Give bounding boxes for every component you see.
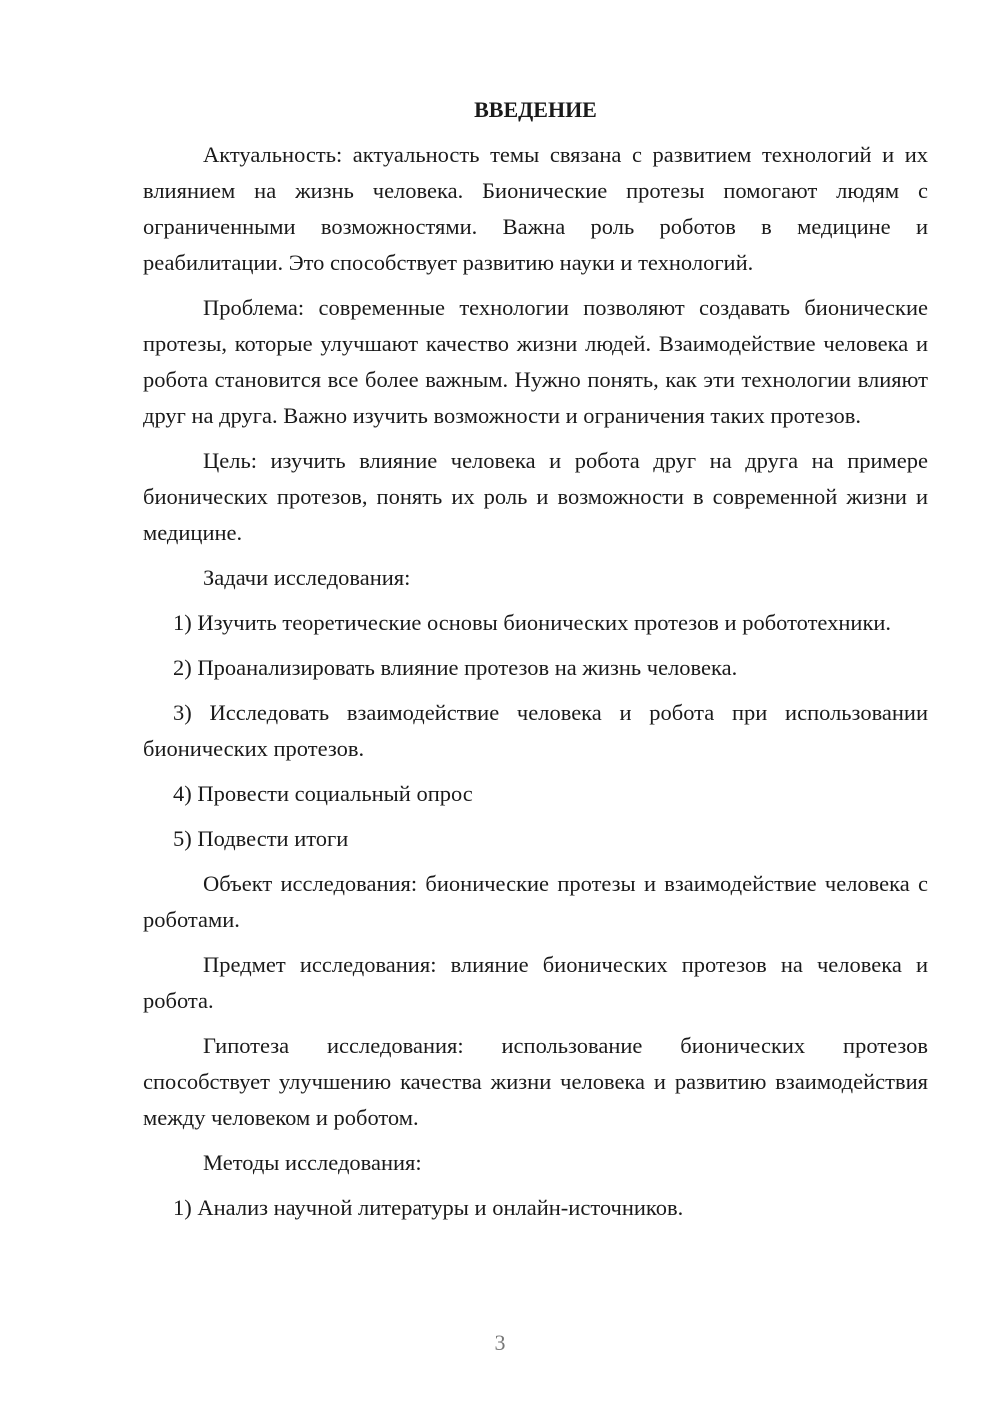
task-item: 2) Проанализировать влияние протезов на жизнь человека. [173, 655, 738, 680]
methods-heading: Методы исследования: [203, 1150, 422, 1175]
object-paragraph: Объект исследования: бионические протезы и взаимодействие человека с роботами. [143, 871, 928, 932]
relevance-paragraph: Актуальность: актуальность темы связана с развитием технологий и их влиянием на жизнь человека. Бионические протезы помогают людям с ограниченными возможностями. Важна роль роботов в медицине и реабилитации. Это способствует развитию науки и технологий. [143, 142, 928, 275]
page-number: 3 [494, 1330, 506, 1355]
method-item: 1) Анализ научной литературы и онлайн-источников. [173, 1195, 684, 1220]
problem-paragraph: Проблема: современные технологии позволяют создавать бионические протезы, которые улучшают качество жизни людей. Взаимодействие человека и робота становится все более важным. Нужно понять, как эти технологии влияют друг на друга. Важно изучить возможности и ограничения таких протезов. [143, 295, 928, 428]
page-body [143, 95, 928, 1235]
tasks-heading: Задачи исследования: [203, 565, 411, 590]
task-item: 3) Исследовать взаимодействие человека и робота при использовании бионических протезов. [143, 700, 928, 761]
subject-paragraph: Предмет исследования: влияние бионических протезов на человека и робота. [143, 952, 928, 1013]
task-item: 1) Изучить теоретические основы бионических протезов и робототехники. [173, 610, 892, 635]
task-item: 4) Провести социальный опрос [173, 781, 473, 806]
task-item: 5) Подвести итоги [173, 826, 349, 851]
hypothesis-paragraph: Гипотеза исследования: использование бионических протезов способствует улучшению качества жизни человека и развитию взаимодействия между человеком и роботом. [143, 1033, 928, 1130]
goal-paragraph: Цель: изучить влияние человека и робота друг на друга на примере бионических протезов, понять их роль и возможности в современной жизни и медицине. [143, 448, 928, 545]
section-title: ВВЕДЕНИЕ [474, 97, 597, 122]
